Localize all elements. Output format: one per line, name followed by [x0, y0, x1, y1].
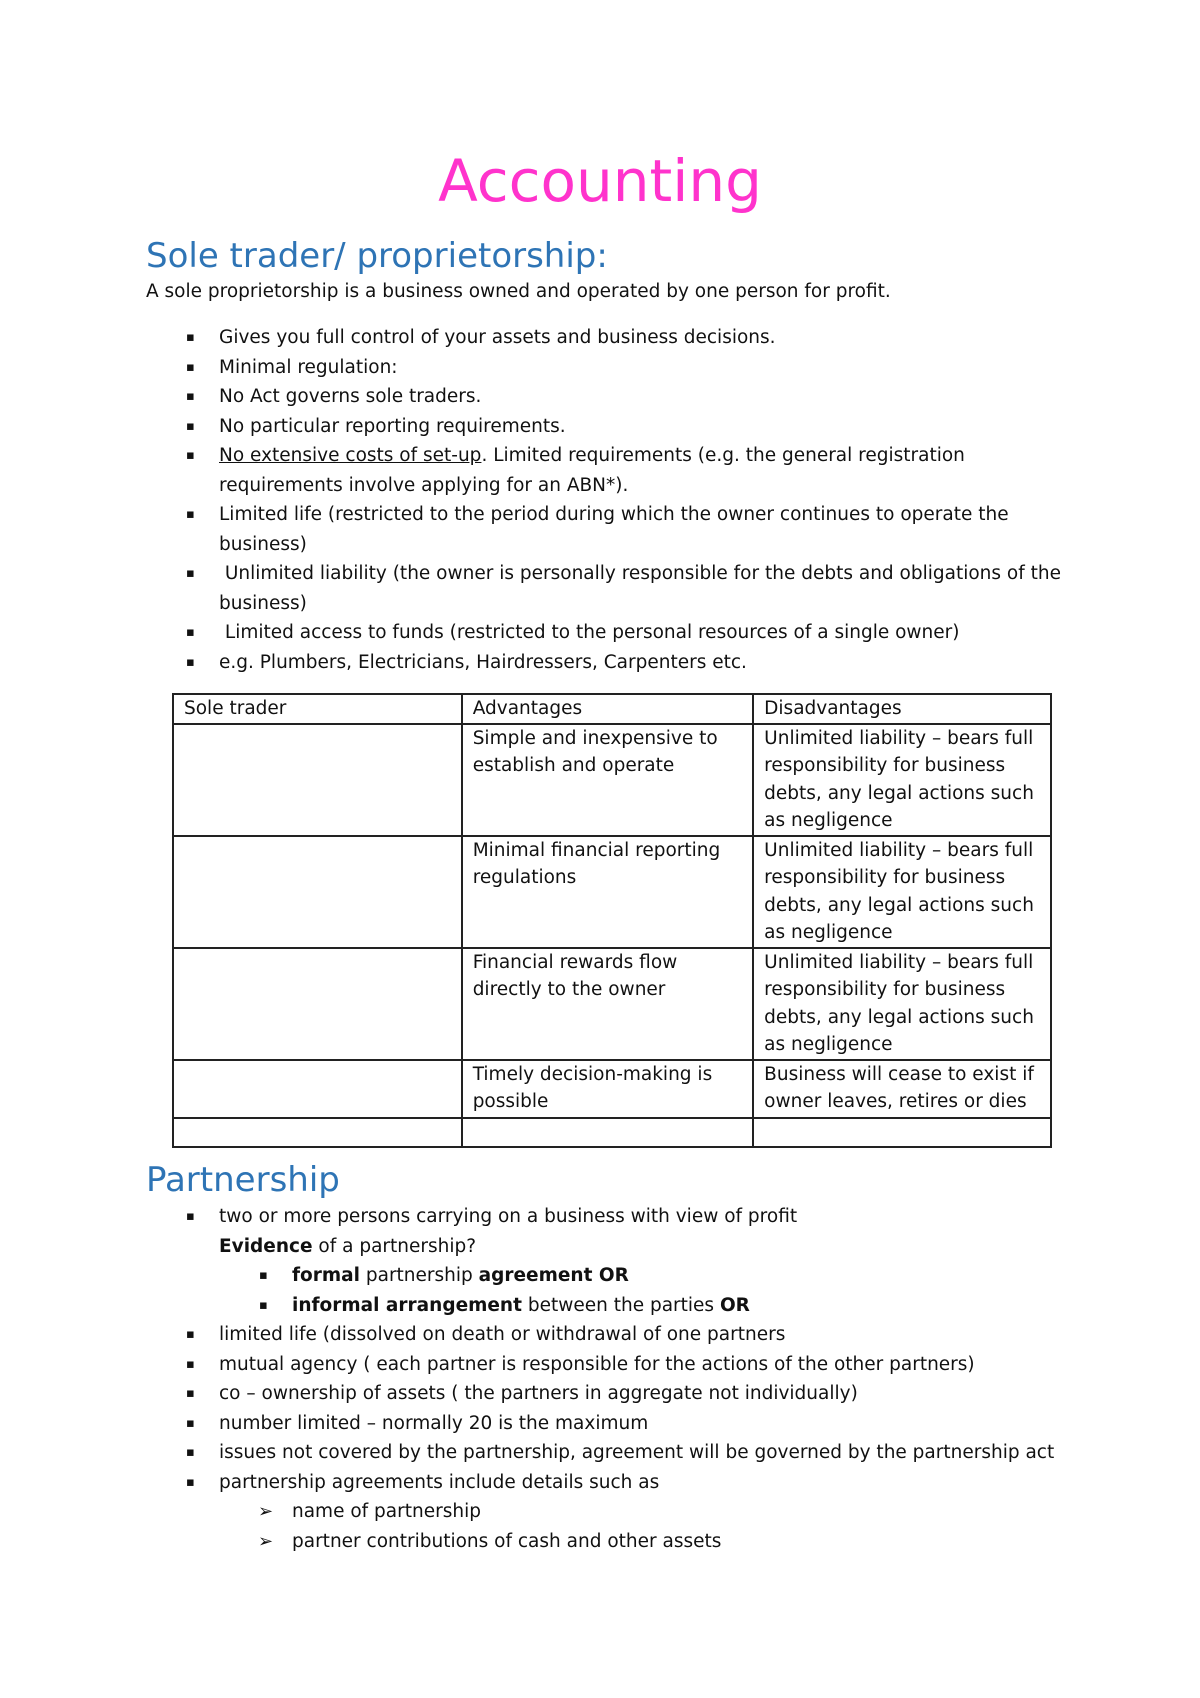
list-item: ➢ name of partnership: [146, 1497, 1066, 1527]
table-cell: Financial rewards flow directly to the owner: [462, 948, 753, 1060]
table-header-row: [173, 694, 1051, 724]
list-item: ▪ Gives you full control of your assets and business decisions.: [146, 323, 1066, 353]
list-item: ▪ number limited – normally 20 is the maximum: [146, 1409, 1066, 1439]
sole-trader-intro: A sole proprietorship is a business owned and operated by one person for profit.: [146, 281, 891, 302]
list-item: ▪ formal partnership agreement OR: [146, 1261, 1066, 1291]
arrow-bullet-icon: ➢: [258, 1501, 274, 1522]
table-cell: Minimal financial reporting regulations: [462, 836, 753, 948]
sole-trader-bullet-list: [146, 323, 1066, 677]
table-cell: Timely decision-making is possible: [462, 1060, 753, 1118]
bullet-icon: ▪: [186, 359, 195, 375]
table-cell: Unlimited liability – bears full responsibility for business debts, any legal actions such as negligence: [753, 724, 1051, 836]
bullet-icon: ▪: [186, 507, 195, 522]
bullet-icon: ▪: [186, 1327, 195, 1342]
bullet-icon: ▪: [186, 1445, 195, 1460]
table-cell: Simple and inexpensive to establish and operate: [462, 724, 753, 836]
table-cell: [173, 1118, 462, 1147]
table-cell: [173, 948, 462, 1060]
table-cell: [462, 1118, 753, 1147]
list-item: ▪ Unlimited liability (the owner is personally responsible for the debts and obligations of the business): [146, 559, 1066, 618]
list-item: Evidence of a partnership?: [219, 1235, 477, 1257]
partnership-bullet-list: [146, 1202, 1066, 1556]
list-item: ▪ No extensive costs of set-up. Limited requirements (e.g. the general registration requirements involve applying for an ABN*).: [146, 441, 1066, 500]
table-cell: [753, 1118, 1051, 1147]
table-header-cell: Disadvantages: [753, 694, 1051, 724]
table-cell: Unlimited liability – bears full responsibility for business debts, any legal actions such as negligence: [753, 836, 1051, 948]
bullet-icon: ▪: [186, 418, 195, 434]
bullet-icon: ▪: [186, 566, 195, 581]
table-header-cell: Advantages: [462, 694, 753, 724]
table-cell: [173, 1060, 462, 1118]
bullet-icon: ▪: [186, 1356, 195, 1372]
list-item: ▪ Limited life (restricted to the period during which the owner continues to operate the business): [146, 500, 1066, 559]
bullet-icon: ▪: [186, 1209, 195, 1224]
list-item: ▪ two or more persons carrying on a business with view of profit: [146, 1202, 1066, 1232]
sole-trader-table: [172, 693, 1052, 1148]
arrow-bullet-icon: ➢: [258, 1530, 274, 1552]
list-item: ▪ mutual agency ( each partner is responsible for the actions of the other partners): [146, 1350, 1066, 1380]
table-header-cell: Sole trader: [173, 694, 462, 724]
list-item: ▪ e.g. Plumbers, Electricians, Hairdressers, Carpenters etc.: [146, 648, 1066, 678]
bullet-icon: ▪: [259, 1297, 268, 1313]
bullet-icon: ▪: [259, 1268, 268, 1283]
table-row: [173, 724, 1051, 836]
list-item: ▪ informal arrangement between the parties OR: [146, 1291, 1066, 1321]
table-cell: Unlimited liability – bears full responsibility for business debts, any legal actions such as negligence: [753, 948, 1051, 1060]
table-row: [173, 836, 1051, 948]
table-cell: [173, 836, 462, 948]
table-cell: [173, 724, 462, 836]
bullet-icon: ▪: [186, 1386, 195, 1401]
sole-trader-heading: Sole trader/ proprietorship:: [146, 236, 608, 276]
underlined-text: No extensive costs of set-up: [219, 445, 482, 466]
bullet-icon: ▪: [186, 448, 195, 463]
bullet-icon: ▪: [186, 1415, 195, 1431]
table-row: [173, 1060, 1051, 1118]
bullet-icon: ▪: [186, 1474, 195, 1490]
list-item: ▪ No Act governs sole traders.: [146, 382, 1066, 412]
bullet-icon: ▪: [186, 330, 195, 345]
partnership-heading: Partnership: [146, 1160, 340, 1200]
list-item: ▪ limited life (dissolved on death or withdrawal of one partners: [146, 1320, 1066, 1350]
table-row: [173, 948, 1051, 1060]
page-title: Accounting: [438, 147, 762, 215]
list-item: ▪ issues not covered by the partnership, agreement will be governed by the partnership act: [146, 1438, 1066, 1468]
list-item: ▪ co – ownership of assets ( the partners in aggregate not individually): [146, 1379, 1066, 1409]
list-item: ▪ Minimal regulation:: [146, 353, 1066, 383]
bullet-icon: ▪: [186, 625, 195, 640]
list-item: ▪ Limited access to funds (restricted to the personal resources of a single owner): [146, 618, 1066, 648]
bullet-icon: ▪: [186, 654, 195, 670]
list-item: ▪ No particular reporting requirements.: [146, 412, 1066, 442]
table-row-empty: [173, 1118, 1051, 1147]
table-cell: Business will cease to exist if owner leaves, retires or dies: [753, 1060, 1051, 1118]
bullet-icon: ▪: [186, 389, 195, 404]
list-item: ➢ partner contributions of cash and other assets: [146, 1527, 1066, 1557]
list-item: ▪ partnership agreements include details such as: [146, 1468, 1066, 1498]
